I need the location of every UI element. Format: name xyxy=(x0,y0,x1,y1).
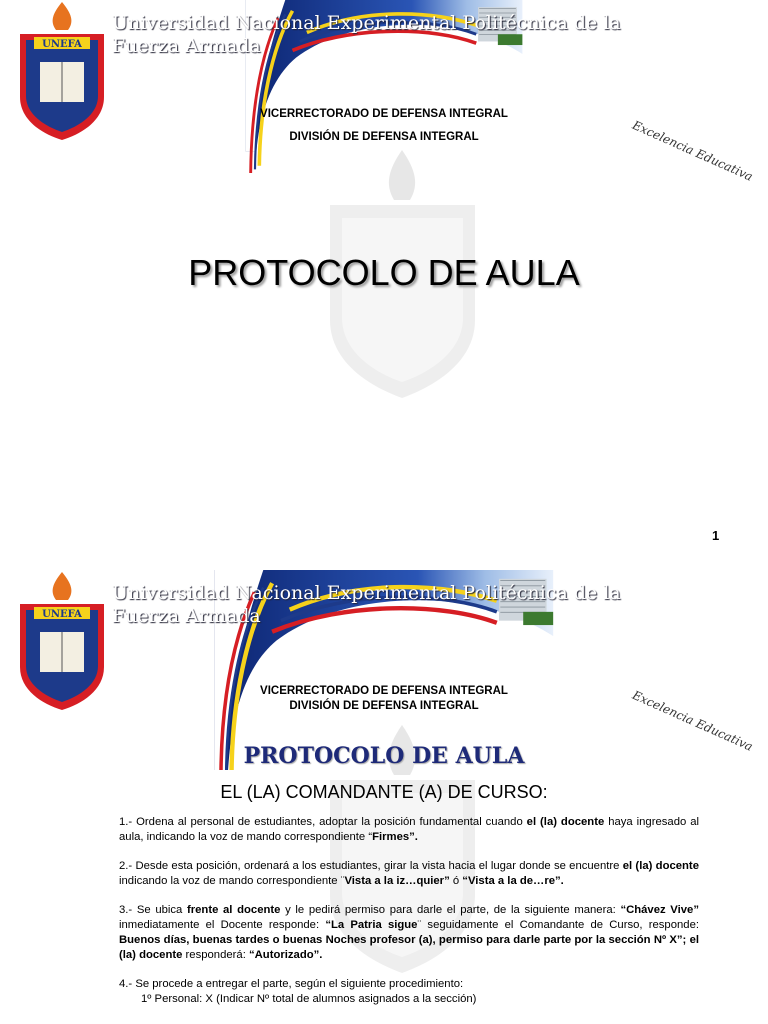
section-subtitle: EL (LA) COMANDANTE (A) DE CURSO: xyxy=(220,782,548,802)
p3-text: y le pedirá permiso para darle el parte, de la siguiente manera: xyxy=(280,904,621,916)
paragraph-2 xyxy=(119,859,699,889)
p3-text: responderá: xyxy=(182,949,249,961)
body-text xyxy=(119,815,699,1007)
svg-text:UNEFA: UNEFA xyxy=(42,39,82,50)
vicerrectorado-heading: VICERRECTORADO DE DEFENSA INTEGRAL xyxy=(260,108,508,120)
paragraph-3 xyxy=(119,903,699,963)
p3-bold: frente al docente xyxy=(186,904,281,916)
p2-bold: Vista a la iz…quier” xyxy=(344,875,450,887)
university-name xyxy=(112,582,621,628)
division-heading: DIVISIÓN DE DEFENSA INTEGRAL xyxy=(289,700,479,712)
p2-text: 2.- Desde esta posición, ordenará a los estudiantes, girar la vista hacia el lugar donde se encuentre xyxy=(119,860,623,872)
slide-title: PROTOCOLO DE AULA xyxy=(188,252,580,293)
university-name xyxy=(112,12,621,58)
university-name-line2: Fuerza Armada xyxy=(112,605,261,627)
motto: Excelencia Educativa xyxy=(630,118,755,184)
p1-text: haya ingresado al aula, indicando la voz de mando correspondiente “ xyxy=(119,816,699,843)
slide-title: PROTOCOLO DE AULA xyxy=(243,743,525,769)
motto: Excelencia Educativa xyxy=(630,688,755,754)
p3-bold: “La Patria sigue xyxy=(325,919,418,931)
p1-text: 1.- Ordena al personal de estudiantes, adoptar la posición fundamental cuando xyxy=(119,816,527,828)
p3-text: 3.- Se ubica xyxy=(119,904,187,916)
p2-bold: el (la) docente xyxy=(622,860,699,872)
university-name-line1: Universidad Nacional Experimental Politécnica de la xyxy=(112,582,621,604)
unefa-seal-icon xyxy=(12,2,112,142)
slide-2 xyxy=(0,570,768,1024)
university-name-line2: Fuerza Armada xyxy=(112,35,261,57)
p2-text: indicando la voz de mando correspondiente ¨ xyxy=(119,875,345,887)
p3-bold: “Chávez Vive” xyxy=(620,904,699,916)
svg-text:UNEFA: UNEFA xyxy=(42,609,82,620)
paragraph-4-item: 1º Personal: X (Indicar Nº total de alumnos asignados a la sección) xyxy=(141,993,477,1005)
p3-bold: “Autorizado”. xyxy=(248,949,323,961)
p3-text: inmediatamente el Docente responde: xyxy=(119,919,326,931)
paragraph-1 xyxy=(119,815,699,845)
page-number: 1 xyxy=(712,528,720,543)
p2-text: ó xyxy=(449,875,463,887)
university-name-line1: Universidad Nacional Experimental Politécnica de la xyxy=(112,12,621,34)
vicerrectorado-heading: VICERRECTORADO DE DEFENSA INTEGRAL xyxy=(260,685,508,697)
p2-bold: “Vista a la de…re”. xyxy=(462,875,564,887)
p1-bold: Firmes”. xyxy=(372,831,418,843)
paragraph-4: 4.- Se procede a entregar el parte, según el siguiente procedimiento: xyxy=(119,978,464,990)
p3-bold: Buenos días, buenas tardes o buenas Noches profesor (a), permiso para darle parte por la sección Nº X”; el (la) docente xyxy=(119,934,699,961)
p3-text: ¨ seguidamente el Comandante de Curso, responde: xyxy=(417,919,699,931)
division-heading: DIVISIÓN DE DEFENSA INTEGRAL xyxy=(289,131,479,143)
p1-bold: el (la) docente xyxy=(526,816,605,828)
